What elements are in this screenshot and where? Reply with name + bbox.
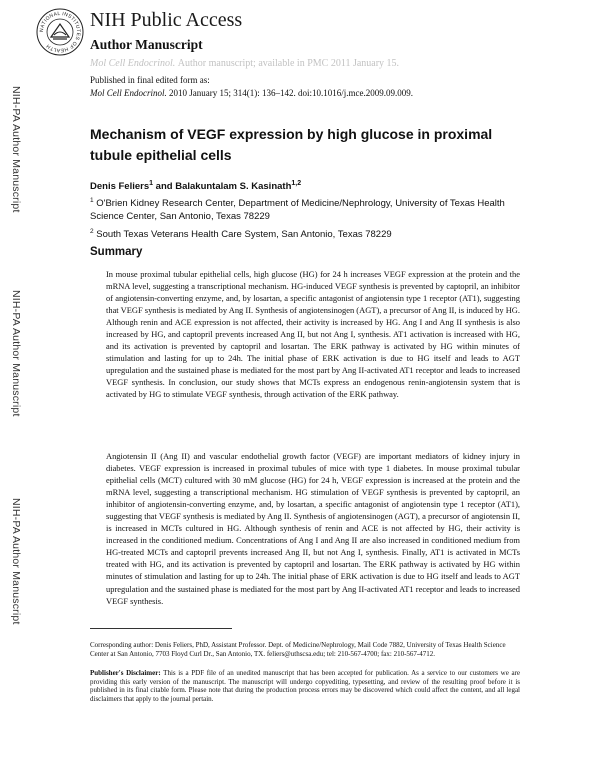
corresponding-author-note: Corresponding author: Denis Feliers, PhD, Assistant Professor. Dept. of Medicine/Nephrology, Mail Code 7882, University of Texas Health Science Center at San Antonio, 7703 Floyd Curl Dr., San Antonio, TX. feliers@uthscsa.edu; tel: 210-567-4700; fax: 210-567-4712. xyxy=(90,641,506,658)
affiliation-1 xyxy=(90,195,520,223)
svg-text:NATIONAL INSTITUTES OF HEALTH: NATIONAL INSTITUTES OF HEALTH xyxy=(38,10,82,54)
side-label-middle: NIH-PA Author Manuscript xyxy=(10,290,22,417)
header-subtitle: Author Manuscript xyxy=(90,37,203,52)
header-journal-line xyxy=(90,58,399,69)
publisher-disclaimer xyxy=(90,669,520,704)
side-label-bottom: NIH-PA Author Manuscript xyxy=(10,498,22,625)
summary-paragraph-1: In mouse proximal tubular epithelial cells, high glucose (HG) for 24 h increases VEGF expression at the protein and the mRNA level, suggesting a transcriptional mechanism. HG-induced VEGF synthesis is prevented by captopril, an inhibitor of angiotensin-converting enzyme, and, by losartan, a specific antagonist of angiotensin type 1 receptor (AT1), suggesting that VEGF synthesis is mediated by Ang II. Synthesis of angiotensinogen (AGT), a precursor of Ang II, is induced by HG. Although renin and ACE expression is not affected, their activity is increased by HG. Ang I and Ang II synthesis is also increased by HG, and captopril prevents increased Ang II, but not Ang I, synthesis. AT1 activation is increased with HG, and its activation is prevented by captopril and losartan. The ERK pathway is activated by HG within minutes of stimulation and lasting for up to 24h. The initial phase of ERK activation is due to HG itself and leads to AGT upregulation and the sustained phase is mediated for the most part by Ang II-activated AT1 receptor and leads to increased VEGF synthesis. In conclusion, our study shows that MCTs express an endogenous renin-angiotensin system that is activated by HG to stimulate VEGF synthesis, through activation of the ERK pathway. xyxy=(106,269,520,400)
author-name: Denis Feliers xyxy=(90,181,150,193)
author-separator: and xyxy=(153,181,176,193)
author-list xyxy=(90,180,301,192)
nih-seal-logo xyxy=(36,8,84,56)
disclaimer-label: Publisher's Disclaimer: xyxy=(90,669,161,677)
affiliation-mark: 1 xyxy=(90,197,94,204)
header-journal-name: Mol Cell Endocrinol. xyxy=(90,58,176,69)
side-label-top: NIH-PA Author Manuscript xyxy=(10,86,22,213)
published-label: Published in final edited form as: xyxy=(90,75,210,85)
summary-heading: Summary xyxy=(90,246,143,258)
author-affiliation-mark: 1 xyxy=(149,180,154,187)
author-name: Balakuntalam S. Kasinath xyxy=(175,181,292,193)
affiliation-text: O'Brien Kidney Research Center, Department of Medicine/Nephrology, University of Texas Health Science Center, San Antonio, Texas 78229 xyxy=(90,198,505,222)
affiliation-mark: 2 xyxy=(90,228,94,235)
article-title: Mechanism of VEGF expression by high glucose in proximal tubule epithelial cells xyxy=(90,126,493,163)
citation-details: 2010 January 15; 314(1): 136–142. doi:10.1016/j.mce.2009.09.009. xyxy=(169,88,413,98)
publication-citation xyxy=(90,88,413,98)
header-availability: Author manuscript; available in PMC 2011 January 15. xyxy=(177,58,400,69)
footnote-divider xyxy=(90,628,232,629)
author-affiliation-mark: 1,2 xyxy=(291,180,302,187)
header-title: NIH Public Access xyxy=(90,9,243,31)
affiliation-2 xyxy=(90,226,520,242)
affiliation-text: South Texas Veterans Health Care System, San Antonio, Texas 78229 xyxy=(96,229,392,241)
disclaimer-text: This is a PDF file of an unedited manuscript that has been accepted for publication. As a service to our customers we are providing this early version of the manuscript. The manuscript will undergo copyediting, typesetting, and review of the resulting proof before it is published in its final citable form. Please note that during the production process errors may be discovered which could affect the content, and all legal disclaimers that apply to the journal pertain. xyxy=(90,669,520,704)
summary-paragraph-2: Angiotensin II (Ang II) and vascular endothelial growth factor (VEGF) are important mediators of kidney injury in diabetes. VEGF expression is increased in proximal tubules of mice with type 1 diabetes. In mouse proximal tubular epithelial cells (MCT) cultured with 30 mM glucose (HG) for 24 h, VEGF expression is increased at the protein and the mRNA level, suggesting a transcriptional mechanism. HG stimulation of VEGF synthesis is prevented by captopril, an inhibitor of angiotensin-converting enzyme, and, by losartan, a specific antagonist of angiotensin type 1 receptor (AT1), suggesting that VEGF synthesis is mediated by Ang II. Synthesis of angiotensinogen (AGT), a precursor of angiotensin II, is increased in MCTs cultured in HG. Although synthesis of renin and ACE is not affected by HG, their activity is increased in the conditioned medium. Concentrations of Ang I and Ang II are also increased in conditioned medium from HG-treated MCTs and captopril prevents increased Ang II, but not Ang I, synthesis. Finally, AT1 is activated in MCTs treated with HG, and its activation is prevented by captopril and losartan. The ERK pathway is activated by HG within minutes of stimulation and lasting for up to 24h. The initial phase of ERK activation is due to HG itself and leads to AGT upregulation and the sustained phase is mediated for the most part by Ang II-activated AT1 receptor and leads to increased VEGF synthesis. xyxy=(106,451,520,606)
citation-journal: Mol Cell Endocrinol. xyxy=(90,88,167,98)
